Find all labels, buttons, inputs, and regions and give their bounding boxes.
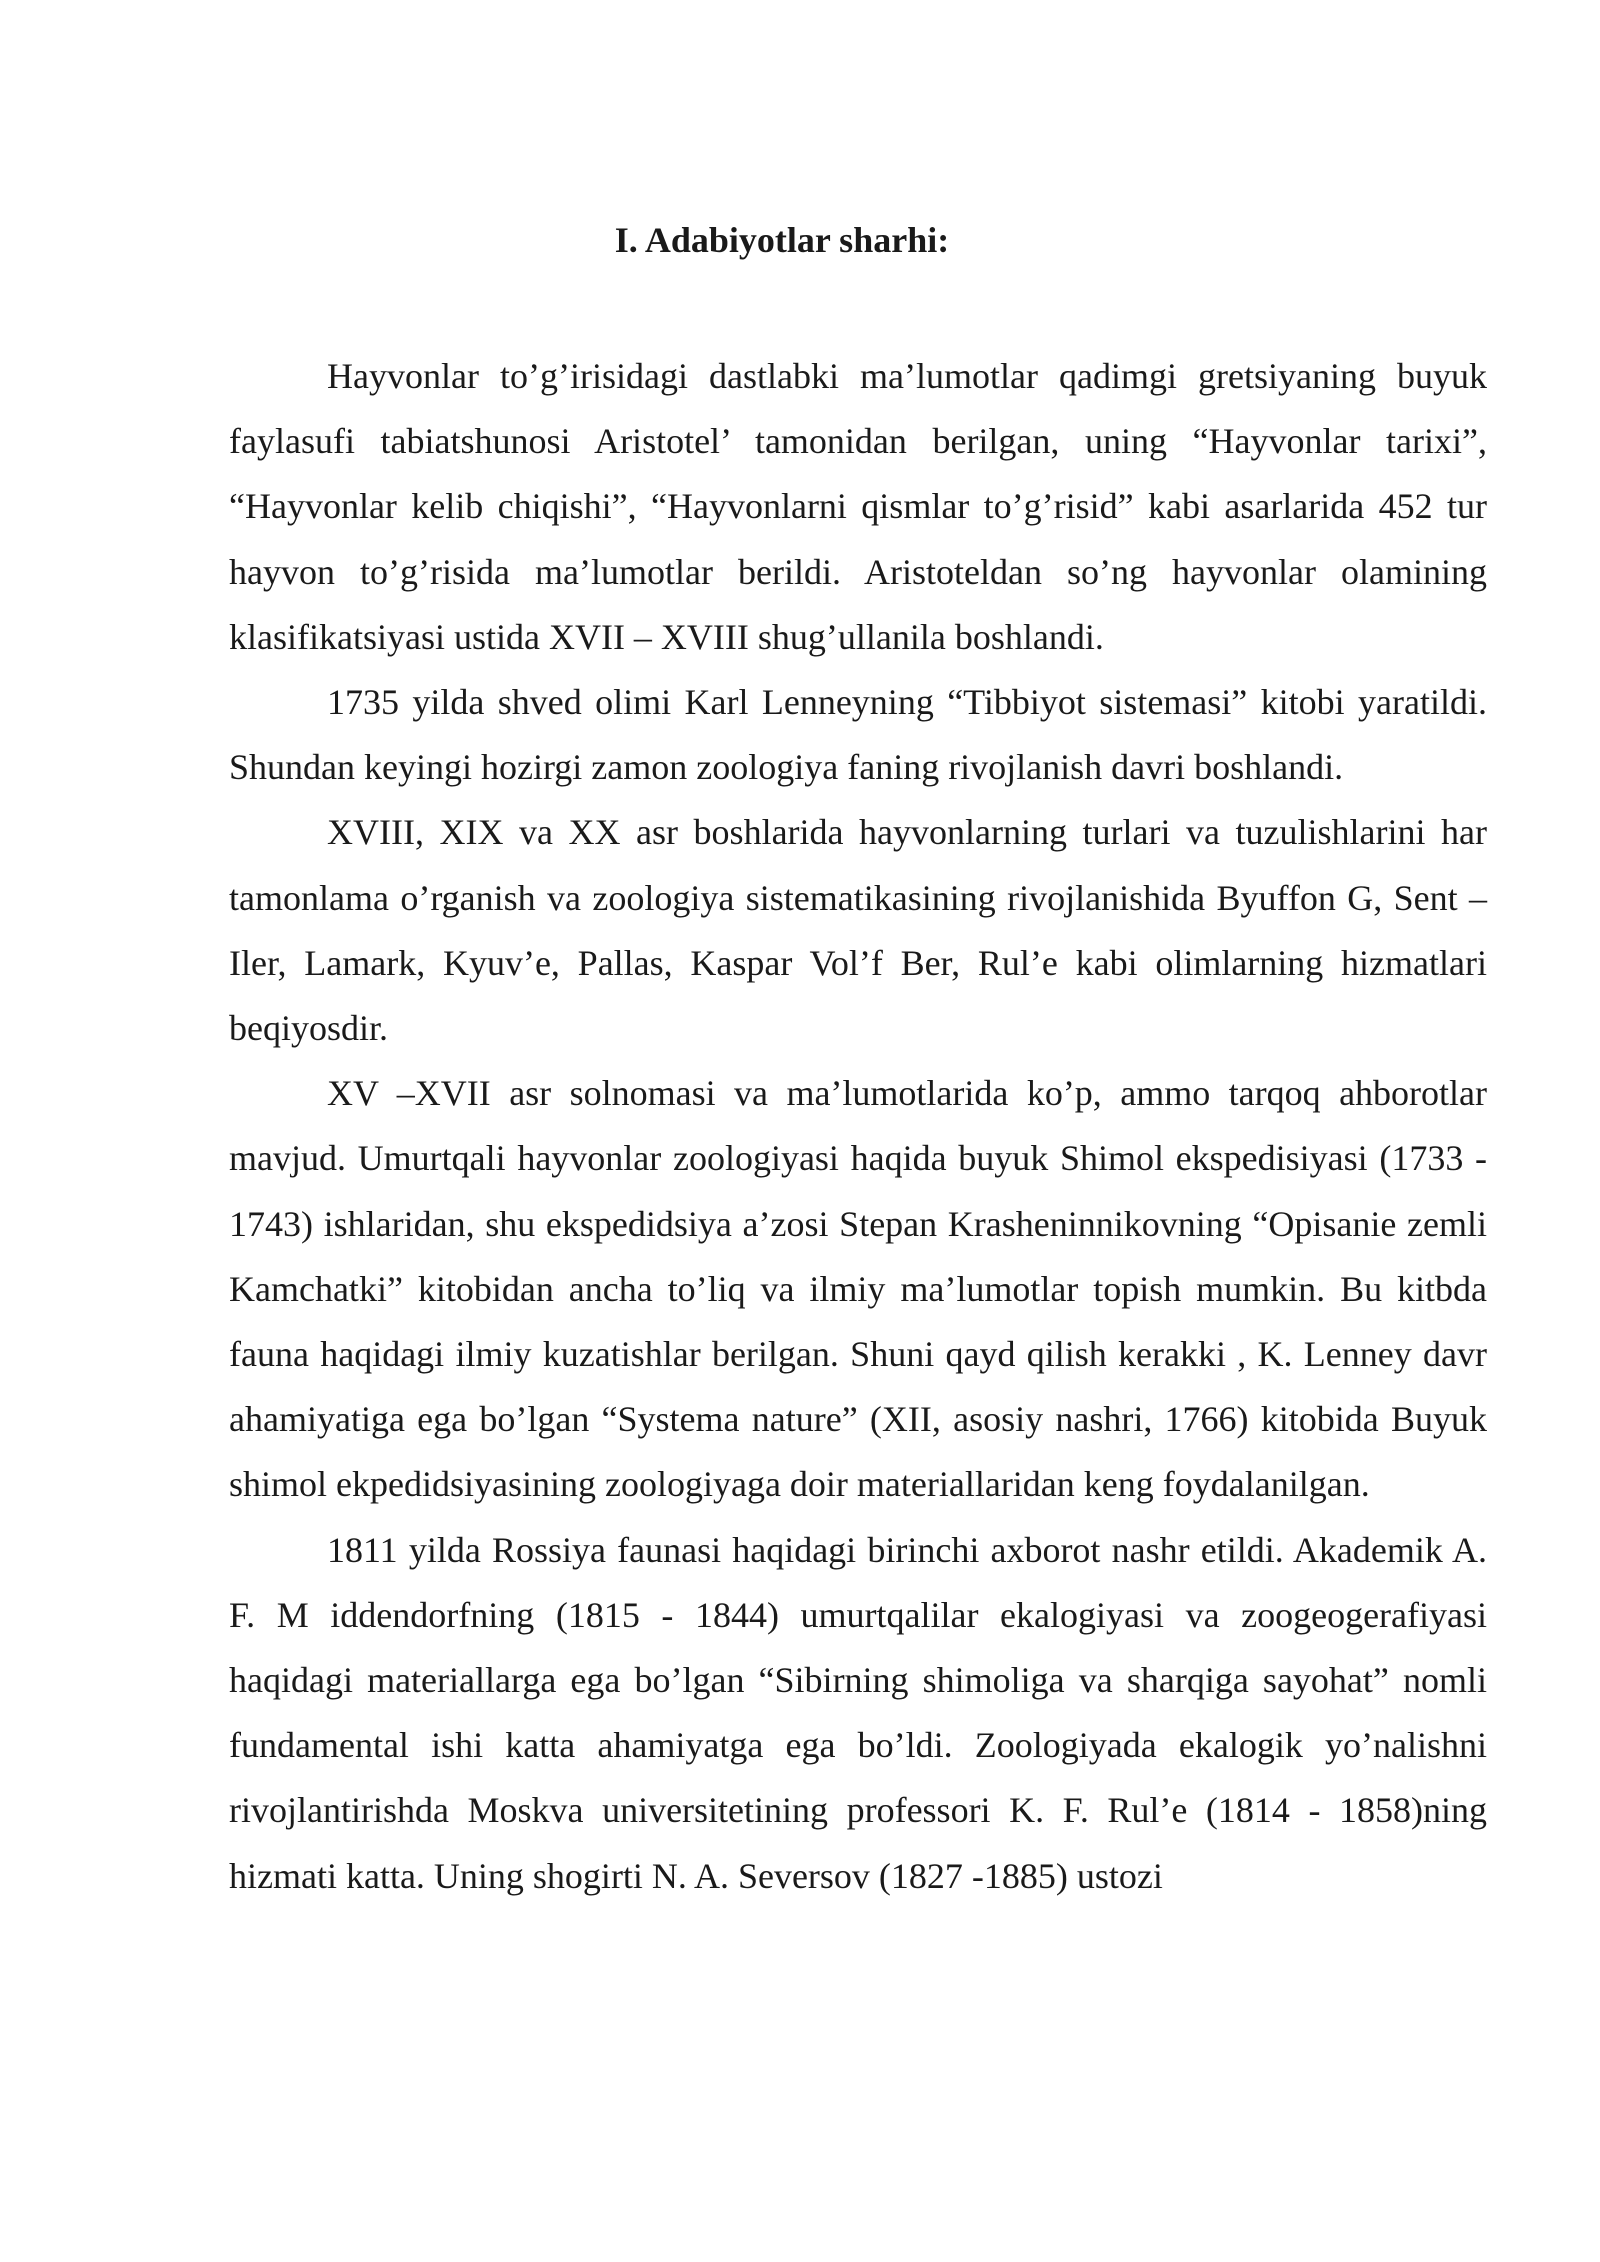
body-text	[229, 344, 1487, 1909]
section-heading: I. Adabiyotlar sharhi:	[614, 220, 950, 260]
paragraph-linnaeus: 1735 yilda shved olimi Karl Lenneyning “Tibbiyot sistemasi” kitobi yaratildi. Shundan keyingi hozirgi zamon zoologiya faning rivojlanish davri boshlandi.	[229, 682, 1487, 788]
paragraph-18-20-centuries: XVIII, XIX va XX asr boshlarida hayvonlarning turlari va tuzulishlarini har tamonlama o’rganish va zoologiya sistematikasining rivojlanishida Byuffon G, Sent – Iler, Lamark, Kyuv’e, Pallas, Kaspar Vol’f Ber, Rul’e kabi olimlarning hizmatlari beqiyosdir.	[229, 812, 1487, 1049]
paragraph-chronicles: XV –XVII asr solnomasi va ma’lumotlarida ko’p, ammo tarqoq ahborotlar mavjud. Umurtqali hayvonlar zoologiyasi haqida buyuk Shimol ekspedisiyasi (1733 - 1743) ishlaridan, shu ekspedidsiya a’zosi Stepan Krasheninnikovning “Opisanie zemli Kamchatki” kitobidan ancha to’liq va ilmiy ma’lumotlar topish mumkin. Bu kitbda fauna haqidagi ilmiy kuzatishlar berilgan. Shuni qayd qilish kerakki , K. Lenney davr ahamiyatiga ega bo’lgan “Systema nature” (XII, asosiy nashri, 1766) kitobida Buyuk shimol ekpedidsiyasining zoologiyaga doir materiallaridan keng foydalanilgan.	[229, 1073, 1487, 1505]
paragraph-aristotle: Hayvonlar to’g’irisidagi dastlabki ma’lumotlar qadimgi gretsiyaning buyuk faylasufi tabiatshunosi Aristotel’ tamonidan berilgan, uning “Hayvonlar tarixi”, “Hayvonlar kelib chiqishi”, “Hayvonlarni qismlar to’g’risid” kabi asarlarida 452 tur hayvon to’g’risida ma’lumotlar berildi. Aristoteldan so’ng hayvonlar olamining klasifikatsiyasi ustida XVII – XVIII shug’ullanila boshlandi.	[229, 356, 1487, 657]
paragraph-russia-fauna: 1811 yilda Rossiya faunasi haqidagi birinchi axborot nashr etildi. Akademik A. F. M iddendorfning (1815 - 1844) umurtqalilar ekalogiyasi va zoogeogerafiyasi haqidagi materiallarga ega bo’lgan “Sibirning shimoliga va sharqiga sayohat” nomli fundamental ishi katta ahamiyatga ega bo’ldi. Zoologiyada ekalogik yo’nalishni rivojlantirishda Moskva universitetining professori K. F. Rul’e (1814 - 1858)ning hizmati katta. Uning shogirti N. A. Seversov (1827 -1885) ustozi	[229, 1529, 1487, 1896]
